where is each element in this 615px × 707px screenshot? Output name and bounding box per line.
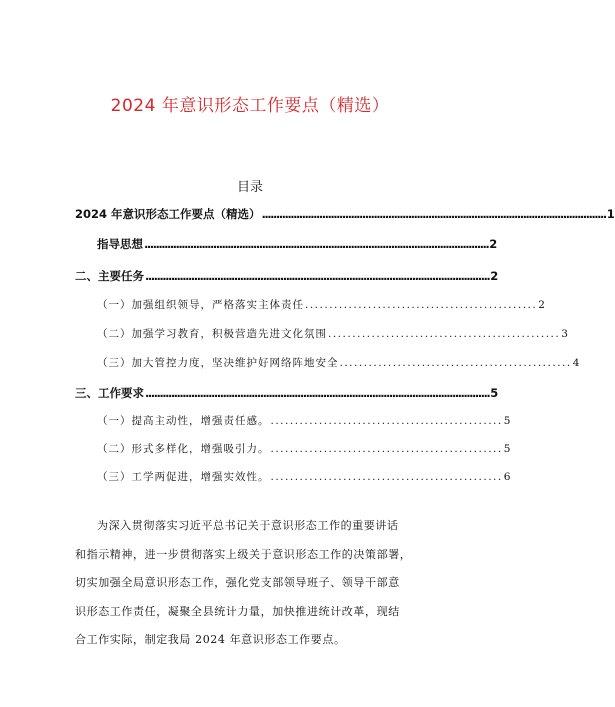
toc-leader-dots: ................................................ (270, 415, 503, 427)
toc-entry-label: 二、主要任务 (75, 269, 144, 283)
toc-entry-page: 2 (490, 269, 499, 283)
toc-entry[interactable] (97, 355, 581, 370)
toc-leader-dots: ................................................ (305, 299, 538, 311)
toc-leader-dots: ................................................ (270, 471, 503, 483)
toc-leader-dots: ........................................................................................................................ (145, 386, 490, 400)
toc-entry[interactable] (75, 268, 499, 284)
toc-entry-label: （二）加强学习教育，积极营造先进文化氛围 (97, 328, 327, 340)
toc-entry-label: （一）加强组织领导，严格落实主体责任 (97, 299, 304, 311)
toc-leader-dots: ................................................ (270, 443, 503, 455)
body-paragraph (75, 512, 430, 655)
toc-entry-label: （三）加大管控力度，坚决维护好网络阵地安全 (97, 357, 339, 369)
toc-entry-page: 4 (572, 357, 581, 369)
toc-entry[interactable] (97, 469, 512, 484)
toc-entry-label: 指导思想 (97, 237, 143, 251)
toc-entry[interactable] (97, 297, 546, 312)
toc-entry[interactable] (97, 441, 512, 456)
toc-entry[interactable] (97, 326, 569, 341)
toc-entry[interactable] (97, 413, 512, 428)
toc-entry-page: 6 (503, 471, 512, 483)
paragraph-line: 为深入贯彻落实习近平总书记关于意识形态工作的重要讲话 (97, 519, 399, 532)
toc-entry-page: 2 (489, 237, 498, 251)
toc-leader-dots: ................................................ (339, 357, 572, 369)
toc-entry[interactable] (75, 206, 615, 222)
toc-entry-page: 2 (538, 299, 546, 311)
toc-entry-label: （一）提高主动性，增强责任感。 (97, 415, 270, 427)
paragraph-line: 识形态工作责任，凝聚全县统计力量，加快推进统计改革，现结 (75, 604, 400, 618)
toc-entry-label: （二）形式多样化，增强吸引力。 (97, 443, 270, 455)
toc-entry-label: （三）工学两促进，增强实效性。 (97, 471, 270, 483)
paragraph-line: 切实加强全局意识形态工作，强化党支部领导班子、领导干部意 (75, 576, 400, 589)
document-title: 2024 年意识形态工作要点（精选） (110, 96, 390, 116)
toc-entry[interactable] (97, 236, 498, 252)
toc-entry-label: 三、工作要求 (75, 386, 144, 400)
toc-heading: 目录 (236, 180, 263, 195)
toc-leader-dots: ........................................................................................................................ (261, 207, 606, 221)
toc-entry-page: 5 (503, 415, 512, 427)
toc-entry-page: 3 (561, 328, 569, 340)
toc-entry-page: 5 (503, 443, 512, 455)
toc-entry-page: 5 (490, 386, 499, 400)
toc-leader-dots: ................................................ (328, 328, 561, 340)
toc-entry-page: 1 (606, 207, 615, 221)
toc-leader-dots: ........................................................................................................................ (145, 269, 490, 283)
paragraph-line: 合工作实际，制定我局 2024 年意识形态工作要点。 (75, 633, 346, 646)
paragraph-line: 和指示精神，进一步贯彻落实上级关于意识形态工作的决策部署， (75, 547, 412, 561)
toc-entry[interactable] (75, 385, 499, 401)
toc-leader-dots: ........................................................................................................................ (144, 237, 489, 251)
toc-entry-label: 2024 年意识形态工作要点（精选） (75, 207, 261, 221)
